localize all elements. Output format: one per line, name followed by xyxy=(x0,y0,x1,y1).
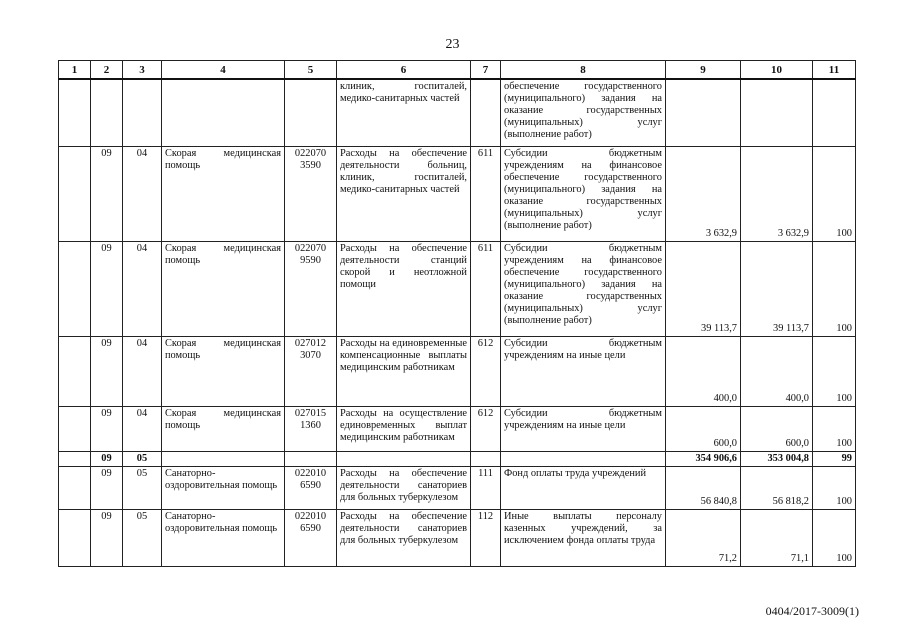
cell-type-code: 112 xyxy=(471,509,501,566)
cell-section-name: Санаторно-оздоровительная помощь xyxy=(162,466,285,509)
cell-percent: 100 xyxy=(813,336,856,406)
cell-subsection: 05 xyxy=(123,509,162,566)
cell-subsection xyxy=(123,79,162,146)
cell-section: 09 xyxy=(91,336,123,406)
cell-section-name xyxy=(162,79,285,146)
cell-col1 xyxy=(59,241,91,336)
cell-section xyxy=(91,79,123,146)
cell-col1 xyxy=(59,79,91,146)
cell-planned: 600,0 xyxy=(666,406,741,451)
document-code: 0404/2017-3009(1) xyxy=(765,604,859,618)
cell-percent: 100 xyxy=(813,509,856,566)
cell-target-code: 022070 3590 xyxy=(285,146,337,241)
cell-target-code: 027012 3070 xyxy=(285,336,337,406)
cell-type-name xyxy=(501,451,666,466)
cell-subsection: 04 xyxy=(123,241,162,336)
cell-expense-name xyxy=(337,451,471,466)
cell-section: 09 xyxy=(91,406,123,451)
cell-subsection: 04 xyxy=(123,146,162,241)
cell-executed: 39 113,7 xyxy=(741,241,813,336)
cell-type-name: обеспечение государственного (муниципального) задания на оказание государственных (муниципальных) услуг (выполнение работ) xyxy=(501,79,666,146)
cell-type-code: 612 xyxy=(471,406,501,451)
cell-target-code: 027015 1360 xyxy=(285,406,337,451)
cell-type-name: Субсидии бюджетным учреждениям на финансовое обеспечение государственного (муниципального) задания на оказание государственных (муниципальных) услуг (выполнение работ) xyxy=(501,146,666,241)
cell-executed: 400,0 xyxy=(741,336,813,406)
cell-expense-name: Расходы на обеспечение деятельности санаториев для больных туберкулезом xyxy=(337,466,471,509)
cell-section-name: Скорая медицинская помощь xyxy=(162,241,285,336)
cell-expense-name: Расходы на единовременные компенсационные выплаты медицинским работникам xyxy=(337,336,471,406)
column-header: 11 xyxy=(813,61,856,80)
table-row xyxy=(59,79,856,146)
page-number: 23 xyxy=(445,37,460,52)
cell-target-code: 022010 6590 xyxy=(285,466,337,509)
cell-type-code: 111 xyxy=(471,466,501,509)
cell-subsection: 05 xyxy=(123,451,162,466)
cell-type-name: Субсидии бюджетным учреждениям на иные цели xyxy=(501,406,666,451)
cell-planned: 71,2 xyxy=(666,509,741,566)
table-row xyxy=(59,406,856,451)
table-row xyxy=(59,336,856,406)
cell-col1 xyxy=(59,146,91,241)
column-header: 6 xyxy=(337,61,471,80)
cell-target-code: 022070 9590 xyxy=(285,241,337,336)
cell-executed: 3 632,9 xyxy=(741,146,813,241)
cell-type-name: Субсидии бюджетным учреждениям на иные цели xyxy=(501,336,666,406)
table-row xyxy=(59,509,856,566)
cell-type-code xyxy=(471,79,501,146)
column-header: 4 xyxy=(162,61,285,80)
cell-col1 xyxy=(59,406,91,451)
column-header: 8 xyxy=(501,61,666,80)
cell-type-name: Иные выплаты персоналу казенных учреждений, за исключением фонда оплаты труда xyxy=(501,509,666,566)
budget-table xyxy=(58,60,856,567)
cell-expense-name: Расходы на обеспечение деятельности санаториев для больных туберкулезом xyxy=(337,509,471,566)
cell-expense-name: Расходы на обеспечение деятельности больниц, клиник, госпиталей, медико-санитарных частей xyxy=(337,146,471,241)
cell-percent xyxy=(813,79,856,146)
cell-section: 09 xyxy=(91,451,123,466)
table-row xyxy=(59,466,856,509)
cell-executed xyxy=(741,79,813,146)
subtotal-row xyxy=(59,451,856,466)
cell-section-name: Скорая медицинская помощь xyxy=(162,336,285,406)
cell-type-name: Субсидии бюджетным учреждениям на финансовое обеспечение государственного (муниципального) задания на оказание государственных (муниципальных) услуг (выполнение работ) xyxy=(501,241,666,336)
cell-subsection: 04 xyxy=(123,406,162,451)
cell-subsection: 05 xyxy=(123,466,162,509)
cell-target-code xyxy=(285,451,337,466)
cell-planned: 3 632,9 xyxy=(666,146,741,241)
cell-section-name: Санаторно-оздоровительная помощь xyxy=(162,509,285,566)
cell-type-code: 612 xyxy=(471,336,501,406)
cell-section: 09 xyxy=(91,241,123,336)
column-header: 10 xyxy=(741,61,813,80)
column-header: 3 xyxy=(123,61,162,80)
cell-subsection: 04 xyxy=(123,336,162,406)
cell-type-name: Фонд оплаты труда учреждений xyxy=(501,466,666,509)
cell-planned: 400,0 xyxy=(666,336,741,406)
cell-target-code: 022010 6590 xyxy=(285,509,337,566)
cell-executed: 71,1 xyxy=(741,509,813,566)
cell-executed: 56 818,2 xyxy=(741,466,813,509)
table-row xyxy=(59,146,856,241)
column-header: 2 xyxy=(91,61,123,80)
cell-type-code xyxy=(471,451,501,466)
cell-planned xyxy=(666,79,741,146)
cell-type-code: 611 xyxy=(471,241,501,336)
cell-percent: 100 xyxy=(813,146,856,241)
cell-planned: 354 906,6 xyxy=(666,451,741,466)
cell-planned: 39 113,7 xyxy=(666,241,741,336)
cell-percent: 100 xyxy=(813,466,856,509)
cell-executed: 353 004,8 xyxy=(741,451,813,466)
cell-section-name xyxy=(162,451,285,466)
cell-section-name: Скорая медицинская помощь xyxy=(162,146,285,241)
column-header: 7 xyxy=(471,61,501,80)
cell-expense-name: Расходы на осуществление единовременных выплат медицинским работникам xyxy=(337,406,471,451)
cell-percent: 99 xyxy=(813,451,856,466)
cell-col1 xyxy=(59,509,91,566)
cell-planned: 56 840,8 xyxy=(666,466,741,509)
cell-section: 09 xyxy=(91,509,123,566)
cell-col1 xyxy=(59,466,91,509)
column-header: 1 xyxy=(59,61,91,80)
cell-percent: 100 xyxy=(813,406,856,451)
cell-section-name: Скорая медицинская помощь xyxy=(162,406,285,451)
cell-col1 xyxy=(59,336,91,406)
column-header: 5 xyxy=(285,61,337,80)
cell-section: 09 xyxy=(91,466,123,509)
cell-type-code: 611 xyxy=(471,146,501,241)
cell-expense-name: Расходы на обеспечение деятельности станций скорой и неотложной помощи xyxy=(337,241,471,336)
cell-col1 xyxy=(59,451,91,466)
table-row xyxy=(59,241,856,336)
cell-executed: 600,0 xyxy=(741,406,813,451)
cell-target-code xyxy=(285,79,337,146)
cell-section: 09 xyxy=(91,146,123,241)
header-row xyxy=(59,61,856,80)
cell-percent: 100 xyxy=(813,241,856,336)
column-header: 9 xyxy=(666,61,741,80)
cell-expense-name: клиник, госпиталей, медико-санитарных частей xyxy=(337,79,471,146)
